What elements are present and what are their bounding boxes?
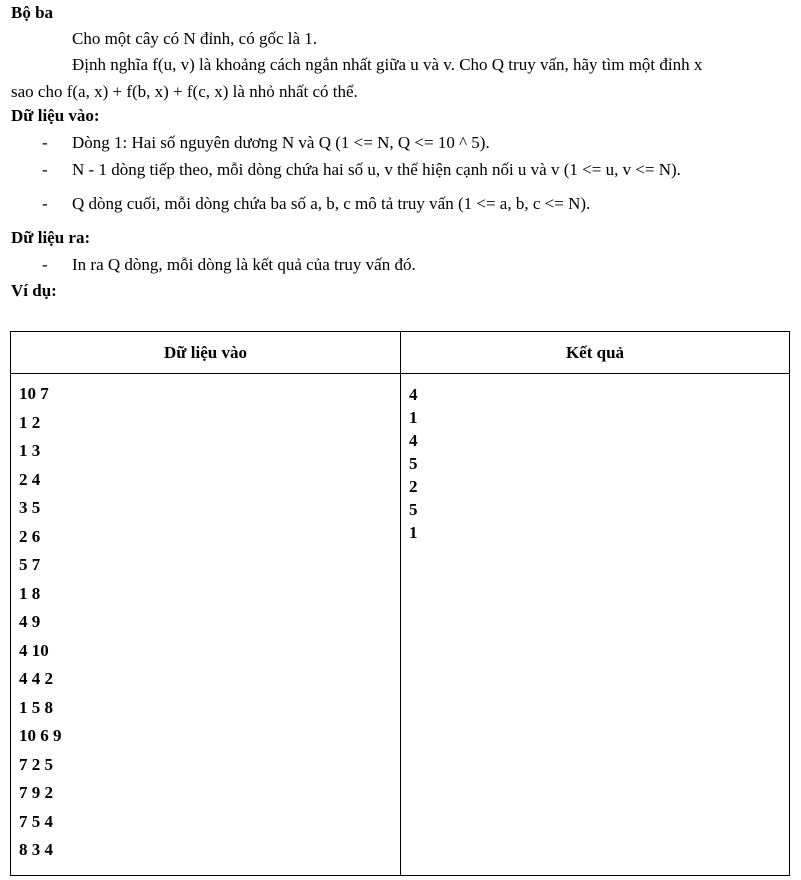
bullet-dash: - [42,194,48,213]
example-input-line: 4 4 2 [19,669,53,688]
example-input-line: 3 5 [19,498,41,517]
example-output-cell [401,374,790,876]
example-input-line: 1 2 [19,412,41,432]
input-section-heading: Dữ liệu vào: [11,106,100,125]
output-item-1: In ra Q dòng, mỗi dòng là kết quả của truy vấn đó. [72,255,416,274]
example-input-line: 4 9 [19,612,41,631]
problem-title: Bộ ba [11,3,54,22]
example-input-line: 7 2 5 [19,754,53,774]
example-input-line: 8 3 4 [19,840,53,859]
example-output-line: 1 [409,408,418,427]
example-input-cell [11,374,401,876]
statement-line-3: sao cho f(a, x) + f(b, x) + f(c, x) là nhỏ nhất có thể. [11,82,358,101]
example-input-line: 4 10 [19,640,49,660]
input-item-3: Q dòng cuối, mỗi dòng chứa ba số a, b, c mô tả truy vấn (1 <= a, b, c <= N). [72,194,591,213]
example-input-line: 1 3 [19,441,41,460]
example-heading: Ví dụ: [11,281,57,300]
bullet-dash: - [42,160,48,179]
bullet-dash: - [42,133,48,152]
example-input-line: 2 6 [19,526,41,546]
example-output-header: Kết quả [401,332,790,374]
input-item-2: N - 1 dòng tiếp theo, mỗi dòng chứa hai số u, v thể hiện cạnh nối u và v (1 <= u, v <= N). [72,160,681,179]
example-output-line: 5 [409,500,418,519]
example-input-line: 10 6 9 [19,726,62,745]
example-output-line: 4 [409,385,418,404]
statement-line-2: Định nghĩa f(u, v) là khoảng cách ngắn nhất giữa u và v. Cho Q truy vấn, hãy tìm một đỉnh x [72,55,703,74]
bullet-dash: - [42,255,48,274]
example-input-list [11,374,400,870]
output-section-heading: Dữ liệu ra: [11,228,91,247]
example-table [10,331,790,876]
example-output-line: 2 [409,477,418,496]
example-input-header: Dữ liệu vào [11,332,401,374]
example-output-line: 1 [409,523,418,542]
example-output-line: 5 [409,454,418,473]
example-output-list [401,374,789,547]
example-input-line: 7 5 4 [19,811,53,831]
statement-line-1: Cho một cây có N đỉnh, có gốc là 1. [72,29,318,48]
example-input-line: 1 8 [19,583,41,603]
example-input-line: 2 4 [19,469,41,489]
example-input-line: 7 9 2 [19,783,53,802]
example-input-line: 1 5 8 [19,697,53,717]
input-item-1: Dòng 1: Hai số nguyên dương N và Q (1 <= N, Q <= 10 ^ 5). [72,133,490,152]
example-input-line: 5 7 [19,555,41,574]
example-output-line: 4 [409,431,418,450]
example-input-line: 10 7 [19,384,49,403]
